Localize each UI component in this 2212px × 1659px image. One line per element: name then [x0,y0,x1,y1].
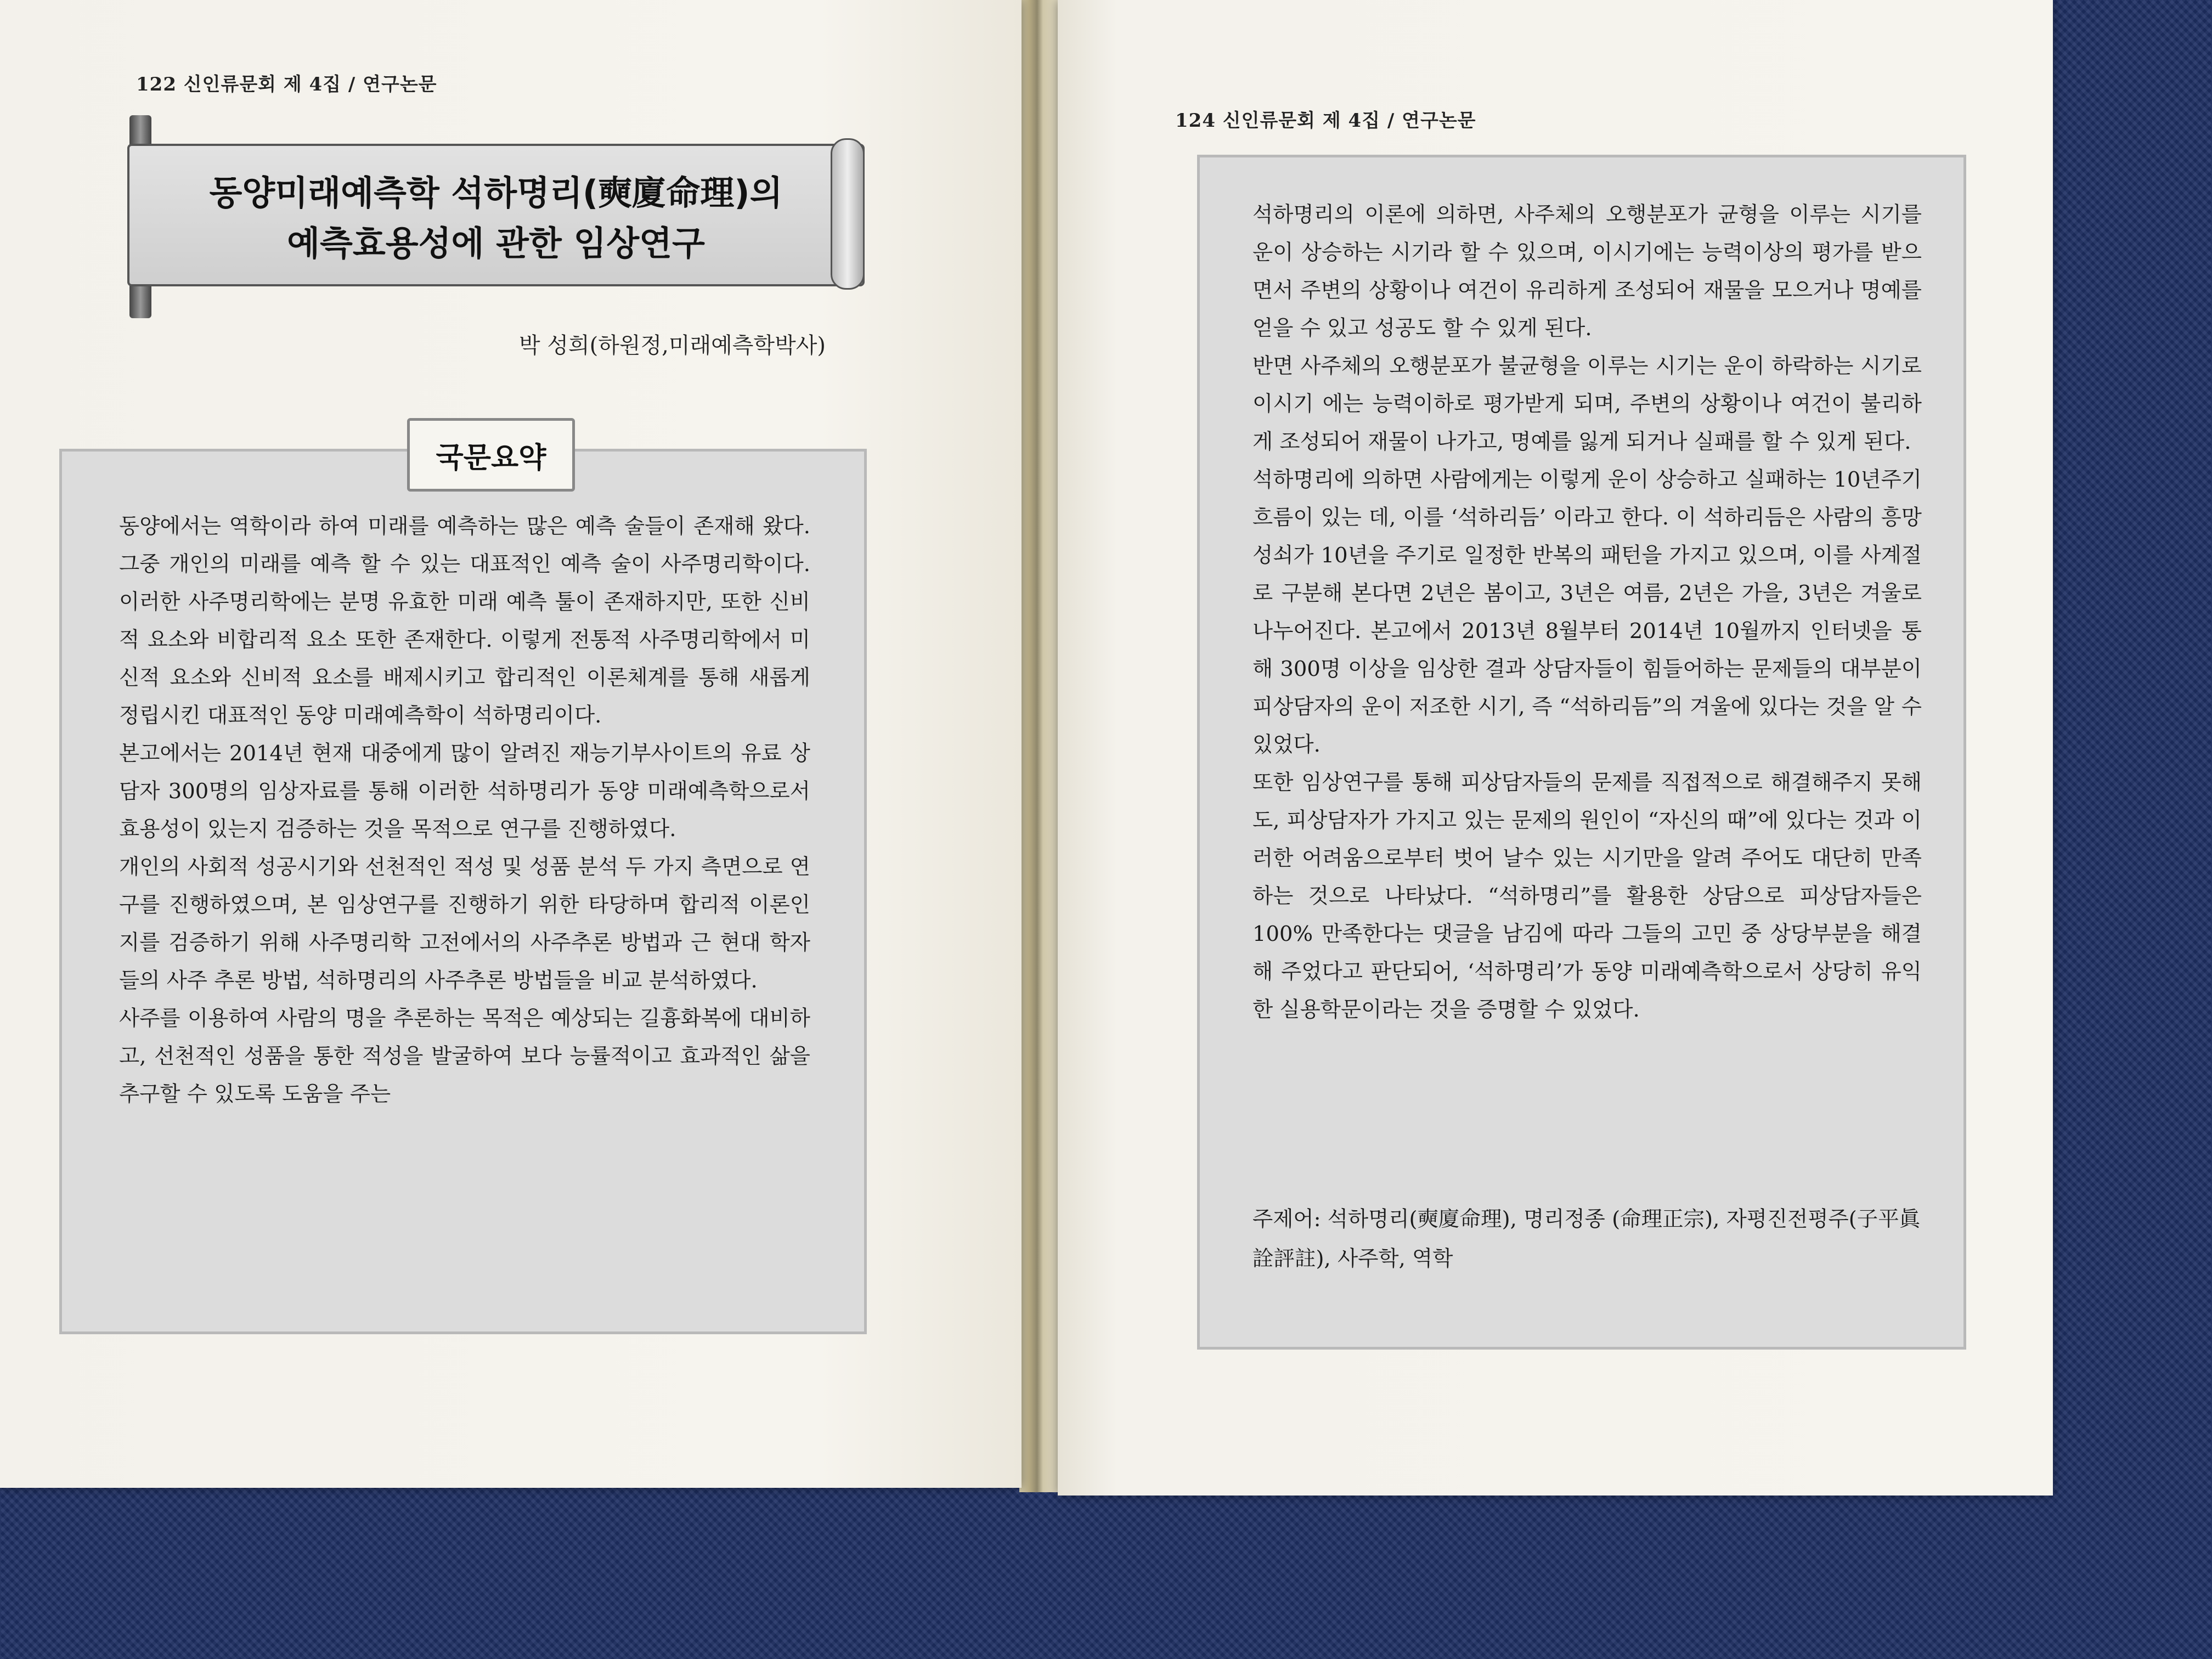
scroll-rod-right [831,138,865,290]
title-scroll-banner [127,144,865,286]
abstract-paragraph: 본고에서는 2014년 현재 대중에게 많이 알려진 재능기부사이트의 유료 상담자 300명의 임상자료를 통해 이러한 석하명리가 동양 미래예측학으로서 효용성이 있는지 검증하는 것을 목적으로 연구를 진행하였다. [119,741,810,842]
body-paragraph: 석하명리의 이론에 의하면, 사주체의 오행분포가 균형을 이루는 시기를 운이 상승하는 시기라 할 수 있으며, 이시기에는 능력이상의 평가를 받으면서 주변의 상황이나 여건이 유리하게 조성되어 재물을 모으거나 명예를 얻을 수 있고 성공도 할 수 있게 된다. [1252,202,1922,341]
abstract-continuation-text [1252,196,1922,1029]
abstract-paragraph: 동양에서는 역학이라 하여 미래를 예측하는 많은 예측 술들이 존재해 왔다. 그중 개인의 미래를 예측 할 수 있는 대표적인 예측 술이 사주명리학이다. 이러한 사주명리학에는 분명 유효한 미래 예측 툴이 존재하지만, 또한 신비적 요소와 비합리적 요소 또한 존재한다. 이렇게 전통적 사주명리학에서 미신적 요소와 신비적 요소를 배제시키고 합리적인 이론체계를 통해 새롭게 정립시킨 대표적인 동양 미래예측학이 석하명리이다. [119,514,810,728]
abstract-paragraph: 사주를 이용하여 사람의 명을 추론하는 목적은 예상되는 길흉화복에 대비하고, 선천적인 성품을 통한 적성을 발굴하여 보다 능률적이고 효과적인 삶을 추구할 수 있도록 도움을 주는 [119,1006,810,1107]
abstract-continuation-box [1197,155,1966,1350]
left-page [0,0,1022,1488]
body-paragraph: 또한 임상연구를 통해 피상담자들의 문제를 직접적으로 해결해주지 못해도, 피상담자가 가지고 있는 문제의 원인이 “자신의 때”에 있다는 것과 이러한 어려움으로부터 벗어 날수 있는 시기만을 알려 주어도 대단히 만족하는 것으로 나타났다. “석하명리”를 활용한 상담으로 피상담자들은 100% 만족한다는 댓글을 남김에 따라 그들의 고민 중 상당부분을 해결해 주었다고 판단되어, ‘석하명리’가 동양 미래예측학으로서 상당히 유익한 실용학문이라는 것을 증명할 수 있었다. [1252,770,1922,1022]
left-running-header: 122 신인류문회 제 4집 / 연구논문 [136,74,437,95]
paper-title-line-1: 동양미래예측학 석하명리(奭廈命理)의 [209,173,783,213]
keywords-line: 주제어: 석하명리(奭廈命理), 명리정종 (命理正宗), 자평진전평주(子平眞詮評註), 사주학, 역학 [1252,1207,1921,1271]
right-running-header: 124 신인류문회 제 4집 / 연구논문 [1175,110,1476,132]
abstract-text [119,507,810,1113]
abstract-label: 국문요약 [407,418,575,492]
paper-title-line-2: 예측효용성에 관한 임상연구 [287,223,705,263]
abstract-paragraph: 개인의 사회적 성공시기와 선천적인 적성 및 성품 분석 두 가지 측면으로 연구를 진행하였으며, 본 임상연구를 진행하기 위한 타당하며 합리적 이론인지를 검증하기 위해 사주명리학 고전에서의 사주추론 방법과 근 현대 학자들의 사주 추론 방법, 석하명리의 사주추론 방법들을 비교 분석하였다. [119,855,810,993]
body-paragraph: 석하명리에 의하면 사람에게는 이렇게 운이 상승하고 실패하는 10년주기 흐름이 있는 데, 이를 ‘석하리듬’ 이라고 한다. 이 석하리듬은 사람의 흥망성쇠가 10년을 주기로 일정한 반복의 패턴을 가지고 있으며, 이를 사계절로 구분해 본다면 2년은 봄이고, 3년은 여름, 2년은 가을, 3년은 겨울로 나누어진다. 본고에서 2013년 8월부터 2014년 10월까지 인터넷을 통해 300명 이상을 임상한 결과 상담자들이 힘들어하는 문제들의 대부분이 피상담자의 운이 저조한 시기, 즉 “석하리듬”의 겨울에 있다는 것을 알 수 있었다. [1252,467,1922,757]
abstract-box [59,449,867,1334]
book-gutter [1019,0,1059,1492]
right-page [1058,0,2053,1496]
author-line: 박 성희(하원정,미래예측학박사) [519,333,826,358]
body-paragraph: 반면 사주체의 오행분포가 불균형을 이루는 시기는 운이 하락하는 시기로 이시기 에는 능력이하로 평가받게 되며, 주변의 상황이나 여건이 불리하게 조성되어 재물이 나가고, 명예를 잃게 되거나 실패를 할 수 있게 된다. [1252,354,1922,454]
